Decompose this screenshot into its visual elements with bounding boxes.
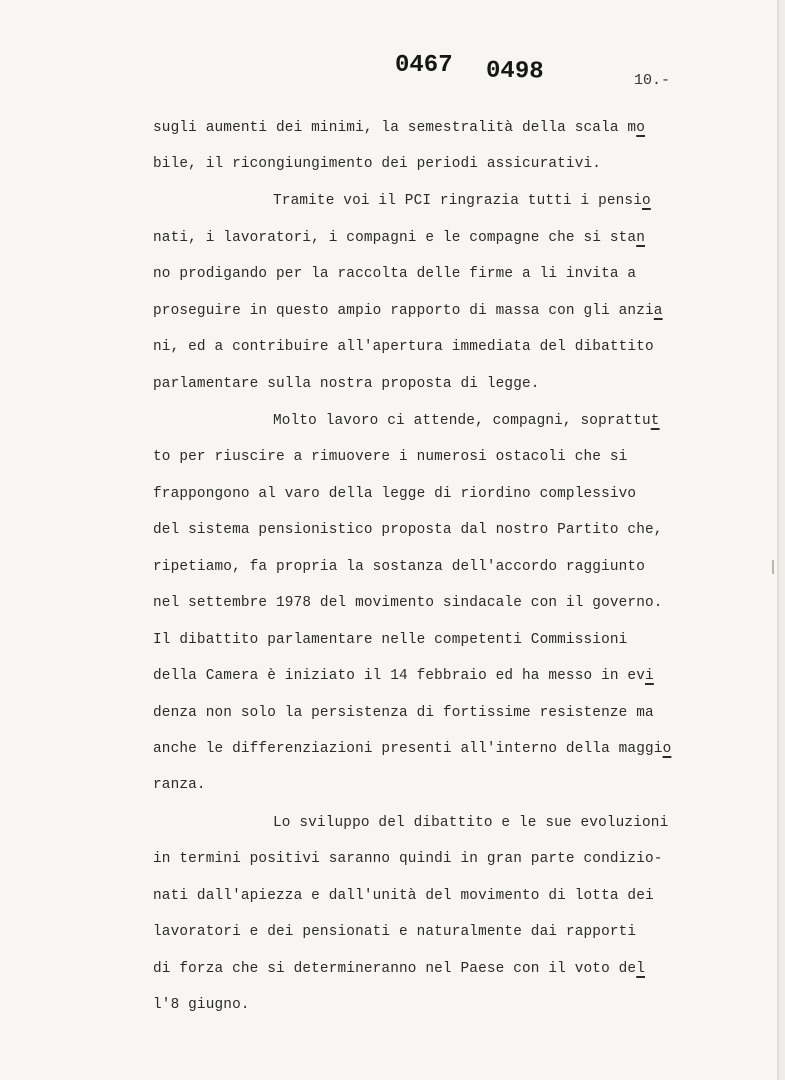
text-line: Molto lavoro ci attende, compagni, soprattut bbox=[273, 413, 660, 429]
text-line: parlamentare sulla nostra proposta di legge. bbox=[153, 376, 540, 392]
text-line: sugli aumenti dei minimi, la semestralità della scala mo bbox=[153, 120, 646, 136]
text-line: ripetiamo, fa propria la sostanza dell'accordo raggiunto bbox=[153, 559, 646, 575]
text-line: nel settembre 1978 del movimento sindacale con il governo. bbox=[153, 595, 663, 611]
text-line: l'8 giugno. bbox=[153, 997, 250, 1013]
text-line: di forza che si determineranno nel Paese con il voto del bbox=[153, 961, 646, 977]
text-line: anche le differenziazioni presenti all'interno della maggio bbox=[153, 741, 672, 757]
text-line: Lo sviluppo del dibattito e le sue evoluzioni bbox=[273, 815, 669, 831]
text-line: nati dall'apiezza e dall'unità del movimento di lotta dei bbox=[153, 888, 654, 904]
text-line: Il dibattito parlamentare nelle competenti Commissioni bbox=[153, 632, 628, 648]
text-line: no prodigando per la raccolta delle firme a li invita a bbox=[153, 266, 637, 282]
text-line: ranza. bbox=[153, 777, 206, 793]
archive-stamp-number: 0498 bbox=[485, 57, 544, 86]
text-line: frappongono al varo della legge di riordino complessivo bbox=[153, 486, 637, 502]
text-line: Tramite voi il PCI ringrazia tutti i pensio bbox=[273, 193, 651, 209]
text-line: denza non solo la persistenza di fortissime resistenze ma bbox=[153, 705, 654, 721]
text-line: bile, il ricongiungimento dei periodi assicurativi. bbox=[153, 156, 602, 172]
text-line: proseguire in questo ampio rapporto di massa con gli anzia bbox=[153, 303, 663, 319]
text-line: del sistema pensionistico proposta dal nostro Partito che, bbox=[153, 522, 663, 538]
text-line: nati, i lavoratori, i compagni e le compagne che si stan bbox=[153, 230, 646, 246]
text-line: in termini positivi saranno quindi in gran parte condizio- bbox=[153, 851, 663, 867]
margin-mark bbox=[772, 560, 774, 574]
text-line: to per riuscire a rimuovere i numerosi ostacoli che si bbox=[153, 449, 628, 465]
text-line: della Camera è iniziato il 14 febbraio ed ha messo in evi bbox=[153, 668, 654, 684]
text-line: lavoratori e dei pensionati e naturalmente dai rapporti bbox=[153, 924, 637, 940]
text-line: ni, ed a contribuire all'apertura immediata del dibattito bbox=[153, 339, 654, 355]
page-number: 10.- bbox=[634, 72, 671, 89]
archive-stamp-number: 0467 bbox=[395, 52, 453, 79]
